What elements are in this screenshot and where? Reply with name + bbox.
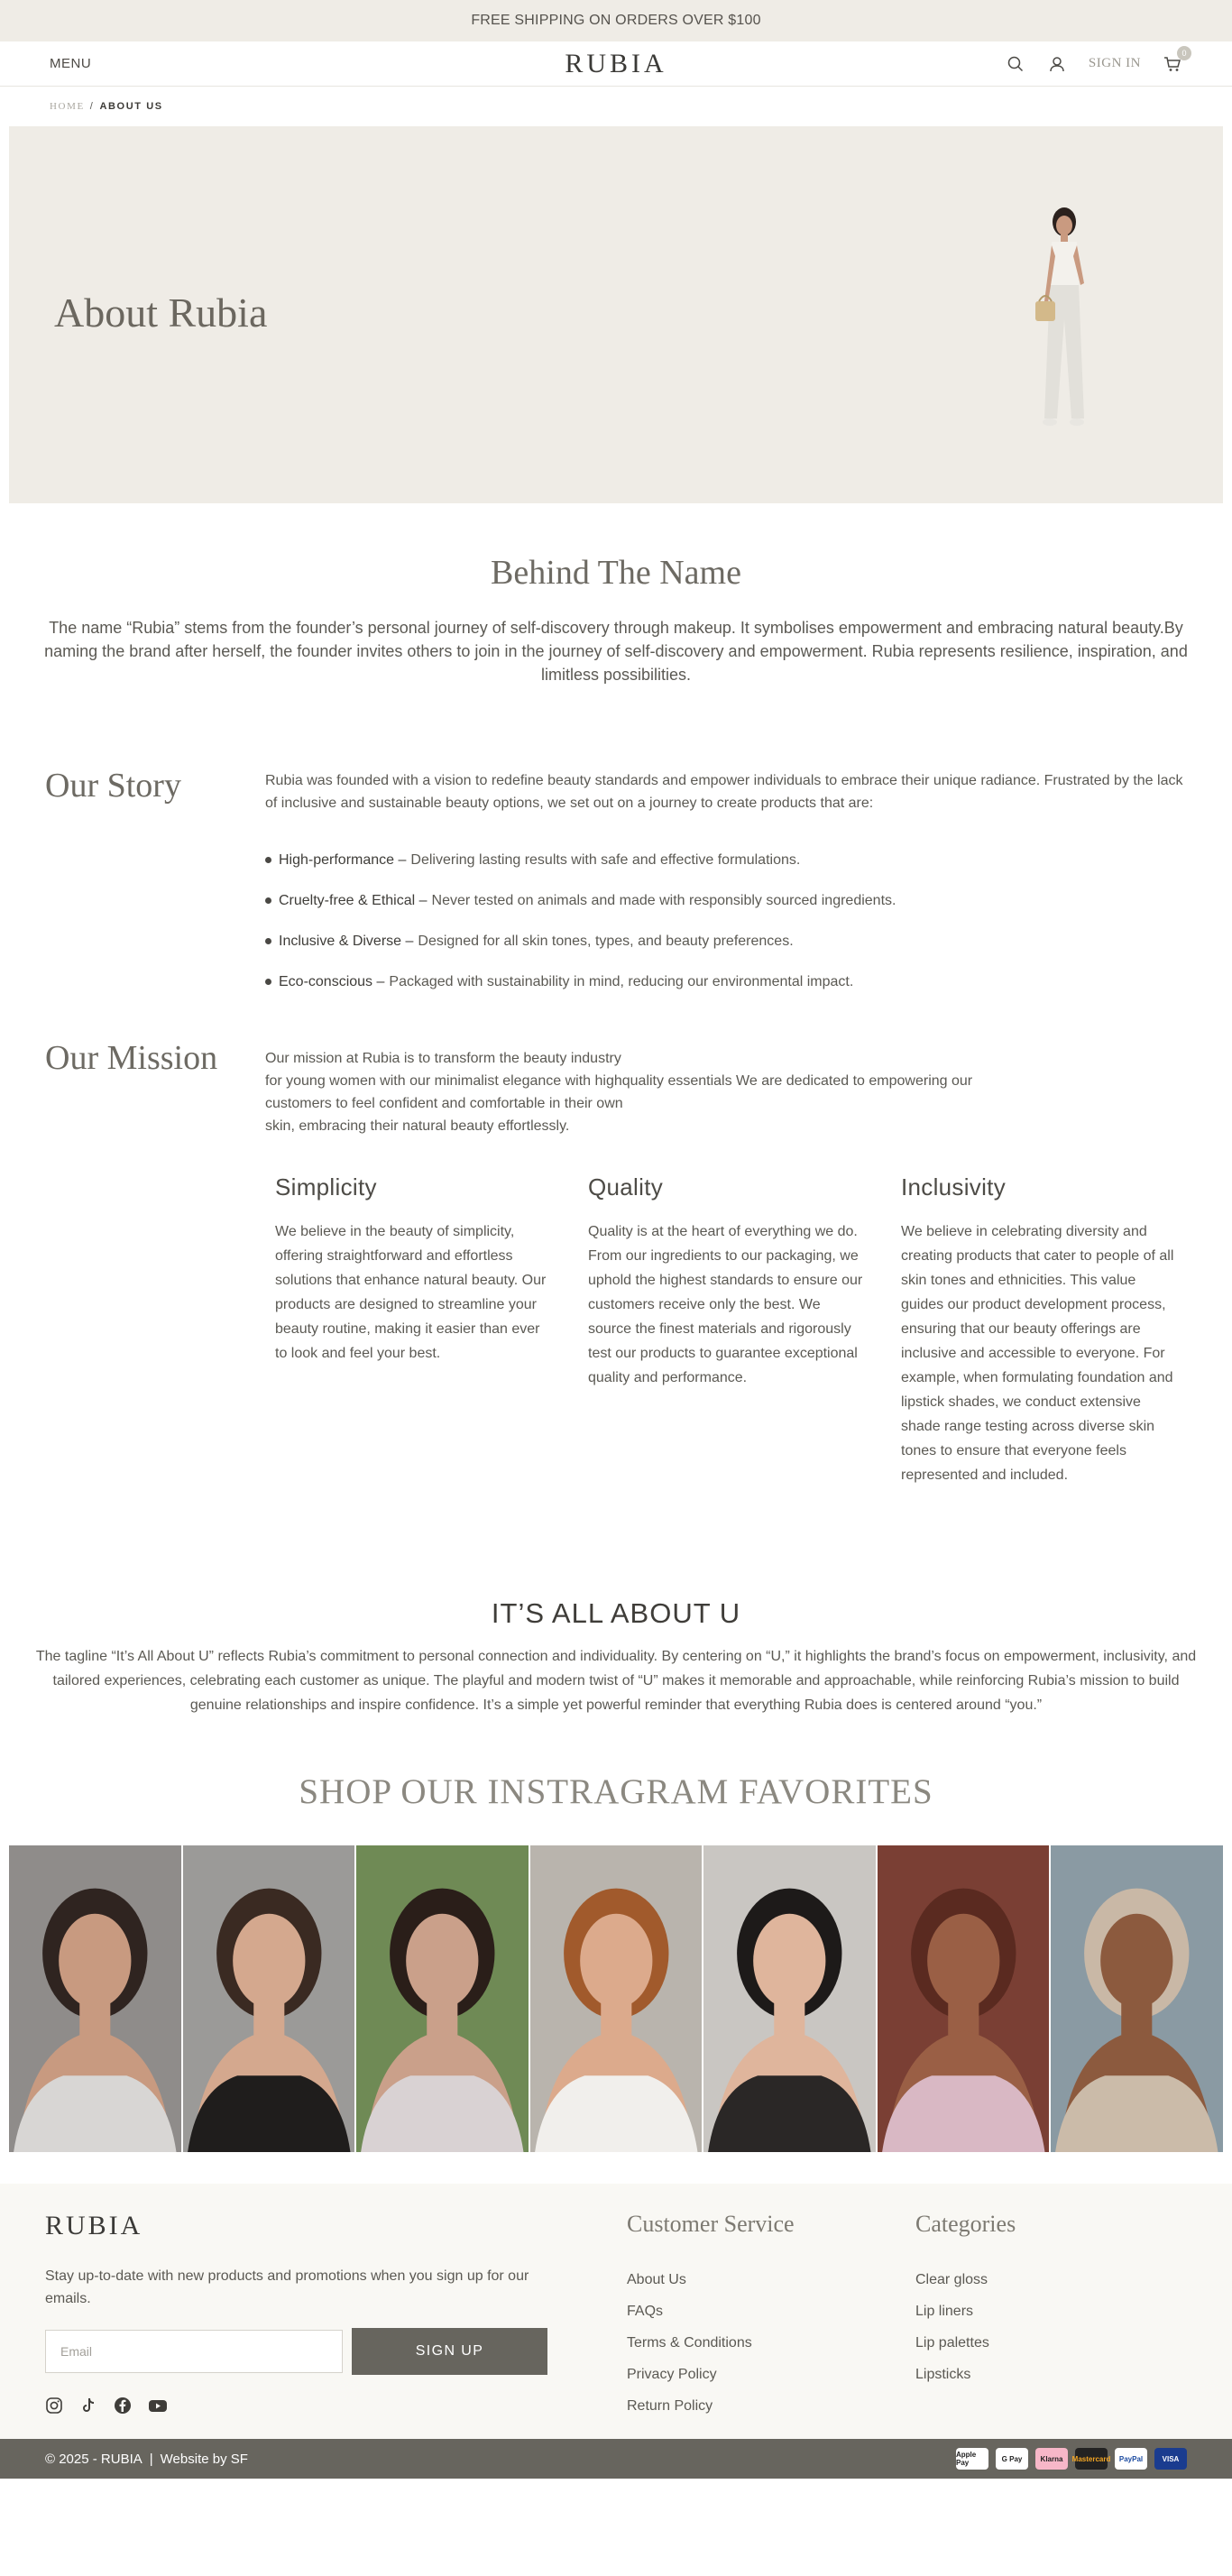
instagram-icon[interactable] — [45, 2397, 63, 2419]
pillar-text: Quality is at the heart of everything we do. From our ingredients to our packaging, we uphold the highest standards to ensure our customers receive only the best. We source the finest materials and rigorously test our products to guarantee exceptional quality and performance. — [588, 1224, 863, 1385]
footer-link-terms[interactable]: Terms & Conditions — [627, 2335, 752, 2351]
categories-links — [915, 2272, 1016, 2398]
pillar-text: We believe in celebrating diversity and creating products that cater to people of all skin tones and ethnicities. This value guides our product development process, ensuring that our beauty offerings are inclusive and accessible to everyone. For example, when formulating foundation and lipstick shades, we conduct extensive shade range testing across diverse skin tones to ensure that everyone feels represented and included. — [901, 1224, 1174, 1483]
list-item-text: Designed for all skin tones, types, and beauty preferences. — [418, 933, 794, 949]
behind-the-name-section — [0, 503, 1232, 686]
our-story-body — [265, 768, 1185, 1002]
sign-in-link[interactable]: SIGN IN — [1088, 56, 1141, 70]
menu-button[interactable]: MENU — [50, 56, 92, 71]
list-item — [265, 961, 1185, 1002]
visa-icon: VISA — [1154, 2448, 1187, 2470]
instagram-tile[interactable] — [878, 1845, 1050, 2152]
pillar-title: Quality — [588, 1173, 664, 1201]
mission-intro-line: skin, embracing their natural beauty effortlessly. — [265, 1118, 570, 1134]
mission-intro-line: for young women with our minimalist elegance with highquality essentials We are dedicated to empowering our — [265, 1073, 973, 1089]
user-icon[interactable] — [1047, 54, 1067, 74]
our-story-title: Our Story — [45, 767, 181, 805]
footer-link-faqs[interactable]: FAQs — [627, 2304, 664, 2319]
social-links — [45, 2397, 168, 2419]
breadcrumb-home[interactable]: HOME — [50, 101, 85, 112]
breadcrumb-separator: / — [89, 101, 95, 112]
breadcrumb-current: ABOUT US — [99, 101, 163, 112]
site-logo[interactable]: RUBIA — [565, 48, 667, 78]
pillar-quality — [588, 1173, 901, 1487]
mastercard-icon: Mastercard — [1075, 2448, 1108, 2470]
instagram-tile[interactable] — [183, 1845, 355, 2152]
instagram-tile[interactable] — [1051, 1845, 1223, 2152]
pillar-inclusivity — [901, 1173, 1214, 1487]
list-item — [265, 840, 1185, 880]
behind-the-name-text: The name “Rubia” stems from the founder’s personal journey of self-discovery through makeup. It symbolises empowerment and embracing natural beauty.By naming the brand after herself, the founder invites others to join in the journey of self-discovery and empowerment. Rubia represents resilience, inspiration, and limitless possibilities. — [44, 619, 1188, 684]
facebook-icon[interactable] — [114, 2397, 132, 2419]
our-mission-title: Our Mission — [45, 1039, 218, 1077]
copyright-text: © 2025 - RUBIA — [45, 2451, 143, 2467]
apple-pay-icon: Apple Pay — [956, 2448, 988, 2470]
hero-model-image — [1019, 202, 1100, 473]
pillar-title: Inclusivity — [901, 1173, 1006, 1201]
instagram-tile[interactable] — [356, 1845, 529, 2152]
footer-link-privacy[interactable]: Privacy Policy — [627, 2367, 717, 2382]
announcement-bar — [0, 0, 1232, 41]
footer-link-lipsticks[interactable]: Lipsticks — [915, 2367, 971, 2382]
youtube-icon[interactable] — [148, 2397, 168, 2419]
paypal-icon: PayPal — [1115, 2448, 1147, 2470]
list-item-text: Delivering lasting results with safe and effective formulations. — [410, 851, 801, 868]
site-footer — [0, 2184, 1232, 2439]
list-item-label: Cruelty-free & Ethical – — [279, 892, 428, 908]
list-item — [265, 880, 1185, 921]
all-about-u-text: The tagline “It’s All About U” reflects Rubia’s commitment to personal connection and individuality. By centering on “U,” it highlights the brand’s focus on empowerment, inclusivity, and tailored experiences, celebrating each customer as unique. The playful and modern twist of “U” makes it memorable and approachable, while reinforcing Rubia’s mission to build genuine relationships and inspire confidence. It’s a simple yet powerful reminder that everything Rubia does is centered around “you.” — [35, 1649, 1197, 1713]
list-item-text: Packaged with sustainability in mind, reducing our environmental impact. — [389, 973, 854, 989]
page-title: About Rubia — [54, 290, 268, 336]
pillar-title: Simplicity — [275, 1173, 377, 1201]
instagram-title: SHOP OUR INSTRAGRAM FAVORITES — [299, 1772, 933, 1811]
customer-service-title: Customer Service — [627, 2211, 795, 2237]
all-about-u-title: IT’S ALL ABOUT U — [491, 1597, 741, 1629]
email-field[interactable] — [45, 2330, 343, 2373]
hero-banner — [9, 126, 1223, 503]
cart-count-badge: 0 — [1177, 46, 1191, 60]
our-story-list — [265, 840, 1185, 1002]
footer-link-clear-gloss[interactable]: Clear gloss — [915, 2272, 988, 2287]
payment-methods — [956, 2448, 1187, 2470]
pillar-simplicity — [275, 1173, 588, 1487]
instagram-tile[interactable] — [9, 1845, 181, 2152]
list-item-label: Inclusive & Diverse – — [279, 933, 414, 949]
sign-up-button[interactable]: SIGN UP — [352, 2328, 547, 2375]
list-item — [265, 921, 1185, 961]
categories-title: Categories — [915, 2211, 1016, 2237]
header-actions — [1006, 48, 1187, 74]
newsletter-text: Stay up-to-date with new products and promotions when you sign up for our emails. — [45, 2268, 529, 2306]
mission-intro-line: Our mission at Rubia is to transform the beauty industry — [265, 1051, 621, 1066]
list-item-label: Eco-conscious – — [279, 973, 385, 989]
credit-link[interactable]: Website by SF — [160, 2451, 248, 2467]
mission-pillars — [275, 1173, 1214, 1487]
customer-service-links — [627, 2272, 795, 2430]
bottom-bar — [0, 2439, 1232, 2479]
site-header — [0, 41, 1232, 87]
mission-intro-line: customers to feel confident and comfortable in their own — [265, 1096, 623, 1111]
all-about-u-section — [0, 1588, 1232, 1717]
google-pay-icon: G Pay — [996, 2448, 1028, 2470]
cart-icon[interactable] — [1163, 48, 1187, 74]
footer-logo[interactable]: RUBIA — [45, 2211, 143, 2240]
search-icon[interactable] — [1006, 54, 1025, 74]
bottom-bar-separator: | — [149, 2451, 153, 2467]
list-item-text: Never tested on animals and made with responsibly sourced ingredients. — [431, 892, 896, 908]
our-mission-intro — [265, 1047, 1059, 1137]
our-story-section — [0, 768, 1232, 1038]
klarna-icon: Klarna — [1035, 2448, 1068, 2470]
announcement-text: FREE SHIPPING ON ORDERS OVER $100 — [471, 13, 761, 28]
instagram-tile[interactable] — [703, 1845, 876, 2152]
categories-column — [915, 2211, 1016, 2398]
customer-service-column — [627, 2211, 795, 2430]
behind-the-name-title: Behind The Name — [491, 554, 741, 592]
pillar-text: We believe in the beauty of simplicity, offering straightforward and effortless solutions that enhance natural beauty. Our products are designed to streamline your beauty routine, making it easier than ever to look and feel your best. — [275, 1224, 547, 1361]
breadcrumb — [0, 87, 1232, 126]
our-story-intro: Rubia was founded with a vision to redefine beauty standards and empower individuals to embrace their unique radiance. Frustrated by the lack of inclusive and sustainable beauty options, we set out on a journey to create products that are: — [265, 773, 1183, 811]
instagram-gallery — [9, 1845, 1223, 2152]
instagram-tile[interactable] — [530, 1845, 703, 2152]
our-mission-section — [0, 1038, 1232, 1588]
footer-link-lip-liners[interactable]: Lip liners — [915, 2304, 974, 2319]
footer-link-about-us[interactable]: About Us — [627, 2272, 686, 2287]
footer-link-returns[interactable]: Return Policy — [627, 2398, 713, 2414]
tiktok-icon[interactable] — [79, 2397, 97, 2419]
list-item-label: High-performance – — [279, 851, 407, 868]
footer-link-lip-palettes[interactable]: Lip palettes — [915, 2335, 989, 2351]
